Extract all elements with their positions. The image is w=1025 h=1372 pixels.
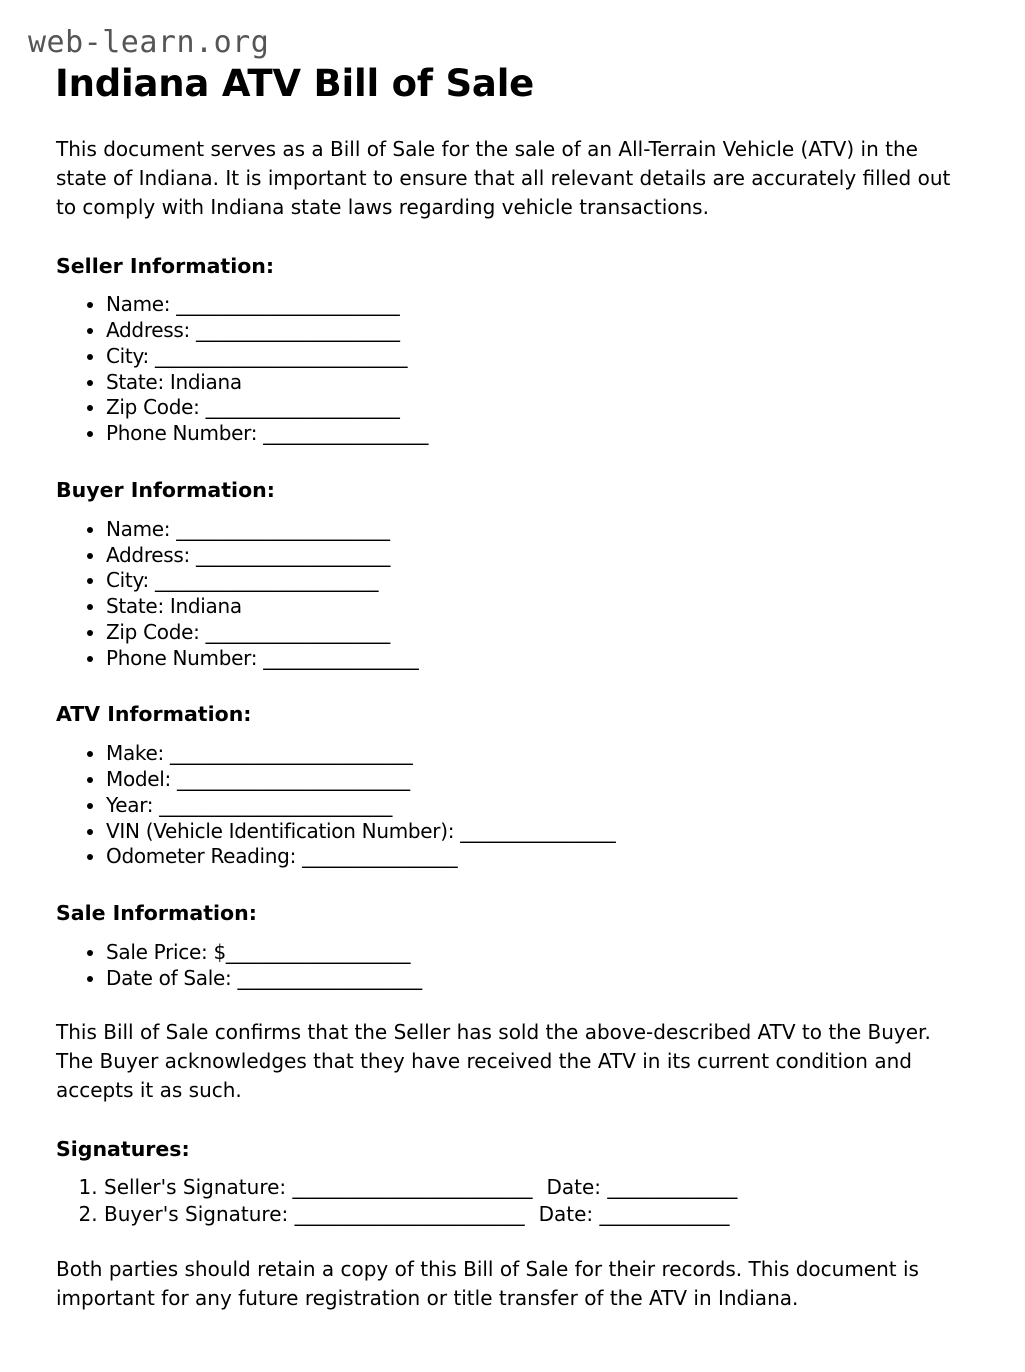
list-item: • Date of Sale: ___________________ xyxy=(106,966,960,991)
list-item: • Odometer Reading: ________________ xyxy=(106,844,960,869)
list-item: • Zip Code: ___________________ xyxy=(106,620,960,645)
seller-information-list xyxy=(56,292,960,446)
list-item: • City: __________________________ xyxy=(106,344,960,369)
list-item: • Model: ________________________ xyxy=(106,767,960,792)
list-item: • State: Indiana xyxy=(106,594,960,619)
document-body xyxy=(28,135,980,1312)
buyer-signature-line: Buyer's Signature: _______________________ xyxy=(104,1201,525,1226)
intro-paragraph: This document serves as a Bill of Sale for the sale of an All-Terrain Vehicle (ATV) in the state of Indiana. It is important to ensure that all relevant details are accurately filled out to comply with Indiana state laws regarding vehicle transactions. xyxy=(56,137,951,219)
signatures-list xyxy=(56,1175,960,1226)
list-item: • Phone Number: _________________ xyxy=(106,421,960,446)
atv-information-heading: ATV Information: xyxy=(56,702,252,727)
sale-information-list xyxy=(56,940,960,991)
list-item: • City: _______________________ xyxy=(106,568,960,593)
list-item: • Sale Price: $___________________ xyxy=(106,940,960,965)
buyer-date-line: Date: _____________ xyxy=(538,1201,730,1226)
list-item: • Phone Number: ________________ xyxy=(106,646,960,671)
seller-information-heading: Seller Information: xyxy=(56,253,275,278)
site-name: web-learn.org xyxy=(28,25,270,60)
buyer-information-heading: Buyer Information: xyxy=(56,478,275,503)
list-item xyxy=(104,1202,960,1227)
buyer-information-list xyxy=(56,517,960,671)
list-item: • Zip Code: ____________________ xyxy=(106,395,960,420)
page-title: Indiana ATV Bill of Sale xyxy=(55,62,535,105)
atv-information-list xyxy=(56,741,960,869)
confirmation-paragraph: This Bill of Sale confirms that the Seller has sold the above-described ATV to the Buyer. The Buyer acknowledges that they have received the ATV in its current condition and accepts it as such. xyxy=(56,1020,931,1102)
list-item: • VIN (Vehicle Identification Number): ________________ xyxy=(106,819,960,844)
seller-date-line: Date: _____________ xyxy=(546,1175,738,1200)
list-item: • Name: _______________________ xyxy=(106,292,960,317)
list-item: • Address: ____________________ xyxy=(106,543,960,568)
list-item: • Name: ______________________ xyxy=(106,517,960,542)
list-item: • Make: _________________________ xyxy=(106,741,960,766)
list-item: • Year: ________________________ xyxy=(106,793,960,818)
list-item: • Address: _____________________ xyxy=(106,318,960,343)
seller-signature-line: Seller's Signature: ________________________ xyxy=(104,1175,533,1200)
list-item xyxy=(104,1175,960,1200)
signatures-heading: Signatures: xyxy=(56,1136,190,1161)
list-item: • State: Indiana xyxy=(106,370,960,395)
closing-paragraph: Both parties should retain a copy of this Bill of Sale for their records. This document is important for any future registration or title transfer of the ATV in Indiana. xyxy=(56,1256,919,1310)
sale-information-heading: Sale Information: xyxy=(56,901,257,926)
